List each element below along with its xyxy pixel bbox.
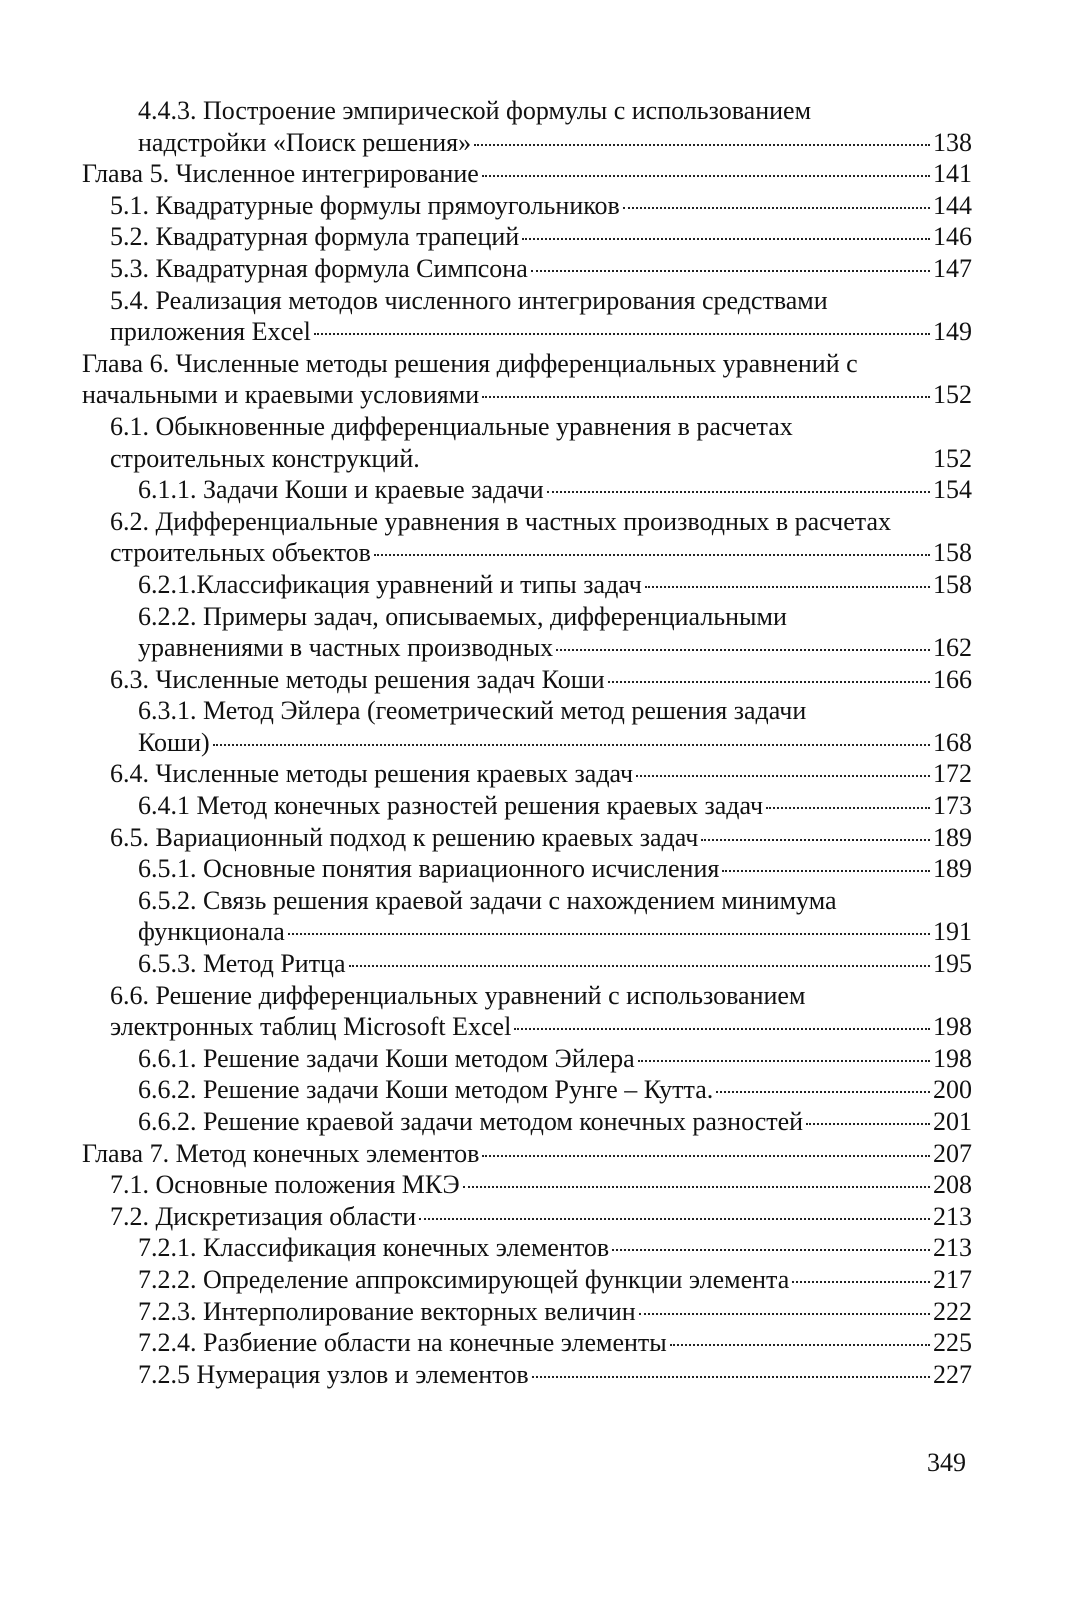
- toc-line: [82, 980, 972, 1012]
- toc-line: [82, 1043, 972, 1075]
- dot-leader: [638, 1060, 930, 1062]
- toc-entry-title: 7.2.1. Классификация конечных элементов: [138, 1233, 610, 1263]
- toc-entry: [138, 1296, 972, 1328]
- toc-entry-title: 6.5.1. Основные понятия вариационного исчисления: [138, 854, 720, 884]
- dot-leader: [556, 649, 930, 651]
- toc-entry: [110, 1201, 972, 1233]
- toc-entry-page: 141: [933, 159, 972, 189]
- toc-line: [82, 537, 972, 569]
- dot-leader: [792, 1281, 930, 1283]
- toc-entry-title: 6.6. Решение дифференциальных уравнений с использованием: [110, 980, 806, 1010]
- toc-line: [82, 506, 972, 538]
- toc-entry-page: 222: [933, 1296, 972, 1326]
- toc-entry-title: 7.2.4. Разбиение области на конечные элементы: [138, 1328, 667, 1358]
- toc-entry-title: Коши): [138, 727, 210, 757]
- toc-line: [82, 1264, 972, 1296]
- toc-entry-page: 213: [933, 1233, 972, 1263]
- dot-leader: [482, 175, 930, 177]
- toc-entry: [138, 948, 972, 980]
- dot-leader: [636, 775, 930, 777]
- toc-entry-page: 154: [933, 475, 972, 505]
- toc-entry: [82, 379, 972, 411]
- toc-entry: [138, 1359, 972, 1391]
- dot-leader: [547, 491, 930, 493]
- toc-line: [82, 95, 972, 127]
- toc-line: [82, 758, 972, 790]
- toc-entry-title: функционала: [138, 917, 285, 947]
- toc-line: [82, 253, 972, 285]
- dot-leader: [639, 1313, 930, 1315]
- toc-entry: [110, 190, 972, 222]
- toc-entry-title: 6.5. Вариационный подход к решению краевых задач: [110, 822, 699, 852]
- toc-line: [82, 443, 972, 475]
- toc-entry-page: 201: [933, 1107, 972, 1136]
- toc-line: [82, 601, 972, 633]
- toc-entry-title: 4.4.3. Построение эмпирической формулы с использованием: [138, 96, 812, 125]
- toc-entry-title: 6.5.3. Метод Ритца: [138, 949, 346, 979]
- toc-entry-title: Глава 5. Численное интегрирование: [82, 159, 479, 189]
- toc-line: [82, 1074, 972, 1106]
- toc-line: [82, 316, 972, 348]
- dot-leader: [670, 1344, 930, 1346]
- toc-entry: [110, 253, 972, 285]
- toc-entry-title: 6.6.2. Решение краевой задачи методом конечных разностей: [138, 1107, 804, 1136]
- toc-entry-title: начальными и краевыми условиями: [82, 380, 480, 410]
- toc-line: [82, 632, 972, 664]
- toc-entry: [138, 1074, 972, 1106]
- toc-entry-page: 152: [933, 443, 972, 473]
- toc-entry-page: 173: [933, 791, 972, 821]
- toc-entry: [138, 916, 972, 948]
- toc-entry: [138, 790, 972, 822]
- toc-entry-page: 208: [933, 1170, 972, 1200]
- toc-line: [82, 158, 972, 190]
- toc-line: [82, 1296, 972, 1328]
- dot-leader: [522, 238, 930, 240]
- toc-line: [82, 695, 972, 727]
- toc-entry-page: 189: [933, 822, 972, 852]
- toc-entry-title: 7.2. Дискретизация области: [110, 1201, 417, 1231]
- toc-line: [82, 285, 972, 317]
- toc-entry-title: надстройки «Поиск решения»: [138, 127, 472, 157]
- toc-line: [82, 1327, 972, 1359]
- dot-leader: [645, 586, 930, 588]
- toc-entry-page: 168: [933, 727, 972, 757]
- dot-leader: [722, 870, 930, 872]
- toc-entry-title: 6.1.1. Задачи Коши и краевые задачи: [138, 475, 544, 505]
- toc-entry-title: Глава 6. Численные методы решения дифференциальных уравнений с: [82, 348, 858, 378]
- toc-entry-page: 149: [933, 317, 972, 347]
- toc-entry: [110, 316, 972, 348]
- dot-leader: [623, 207, 930, 209]
- dot-leader: [474, 144, 930, 146]
- toc-line: [82, 948, 972, 980]
- toc-line: [82, 853, 972, 885]
- toc-line: [82, 1106, 972, 1138]
- toc-entry-title: 6.3.1. Метод Эйлера (геометрический метод решения задачи: [138, 696, 807, 726]
- toc-entry-page: 158: [933, 569, 972, 599]
- toc-line: [82, 190, 972, 222]
- toc-entry: [110, 1011, 972, 1043]
- toc-line: [82, 1138, 972, 1170]
- toc-entry-page: 213: [933, 1201, 972, 1231]
- toc-line: [82, 664, 972, 696]
- toc-entry-page: 144: [933, 190, 972, 220]
- toc-entry-page: 158: [933, 538, 972, 568]
- dot-leader: [716, 1091, 930, 1093]
- toc-entry: [138, 1106, 972, 1138]
- toc-entry-title: 6.2.1.Классификация уравнений и типы задач: [138, 569, 642, 599]
- toc-line: [82, 221, 972, 253]
- dot-leader: [608, 681, 930, 683]
- toc-entry-title: 7.2.5 Нумерация узлов и элементов: [138, 1359, 529, 1389]
- toc-entry: [110, 221, 972, 253]
- dot-leader: [482, 1155, 930, 1157]
- toc-entry-page: 189: [933, 854, 972, 884]
- toc-entry-page: 225: [933, 1328, 972, 1358]
- toc-entry-title: 5.4. Реализация методов численного интегрирования средствами: [110, 285, 828, 315]
- toc-line: [82, 1169, 972, 1201]
- toc-entry: [82, 158, 972, 190]
- dot-leader: [806, 1123, 930, 1125]
- toc-entry-title: 6.1. Обыкновенные дифференциальные уравнения в расчетах: [110, 411, 793, 441]
- dot-leader: [463, 1186, 930, 1188]
- toc-entry: [138, 853, 972, 885]
- toc-entry-page: 146: [933, 222, 972, 252]
- toc-entry-title: 6.5.2. Связь решения краевой задачи с нахождением минимума: [138, 885, 837, 915]
- dot-leader: [213, 744, 930, 746]
- dot-leader: [482, 396, 930, 398]
- toc-entry-title: электронных таблиц Microsoft Excel: [110, 1012, 512, 1042]
- toc-entry-title: 6.2.2. Примеры задач, описываемых, дифференциальными: [138, 601, 787, 631]
- toc-entry: [138, 1264, 972, 1296]
- toc-line: [82, 1359, 972, 1391]
- toc-entry: [110, 758, 972, 790]
- toc-entry: [138, 127, 972, 159]
- toc-entry-title: 6.2. Дифференциальные уравнения в частных производных в расчетах: [110, 506, 892, 536]
- dot-leader: [288, 933, 930, 935]
- toc-entry: [110, 537, 972, 569]
- toc-line: [82, 1201, 972, 1233]
- dot-leader: [766, 807, 930, 809]
- toc-line: [82, 790, 972, 822]
- toc-entry-page: 200: [933, 1075, 972, 1105]
- toc-entry: [138, 632, 972, 664]
- toc-entry-title: 6.6.1. Решение задачи Коши методом Эйлера: [138, 1043, 635, 1073]
- toc-entry-title: 6.3. Численные методы решения задач Коши: [110, 664, 605, 694]
- toc-entry-page: 172: [933, 759, 972, 789]
- toc-line: [82, 411, 972, 443]
- toc-entry-title: 6.4. Численные методы решения краевых задач: [110, 759, 634, 789]
- toc-entry-page: 191: [933, 917, 972, 947]
- toc-entry-title: 5.3. Квадратурная формула Симпсона: [110, 253, 528, 283]
- toc-entry: [110, 1169, 972, 1201]
- toc-entry-title: 6.4.1 Метод конечных разностей решения краевых задач: [138, 791, 764, 821]
- toc-entry-page: 195: [933, 949, 972, 979]
- dot-leader: [612, 1249, 930, 1251]
- toc-entry-title: 5.1. Квадратурные формулы прямоугольников: [110, 190, 620, 220]
- toc-entry: [138, 1043, 972, 1075]
- toc-entry-title: 7.1. Основные положения МКЭ: [110, 1170, 460, 1200]
- toc-line: [82, 348, 972, 380]
- toc-entry-title: 7.2.2. Определение аппроксимирующей функции элемента: [138, 1264, 790, 1294]
- dot-leader: [374, 554, 930, 556]
- dot-leader: [419, 1218, 930, 1220]
- toc-entry: [110, 822, 972, 854]
- toc-entry-title: 7.2.3. Интерполирование векторных величин: [138, 1296, 636, 1326]
- toc-entry: [138, 1232, 972, 1264]
- toc-entry-title: строительных конструкций.: [110, 443, 420, 473]
- toc-entry-title: строительных объектов: [110, 538, 371, 568]
- toc-entry-page: 152: [933, 380, 972, 410]
- dot-leader: [531, 270, 930, 272]
- toc-entry-page: 198: [933, 1043, 972, 1073]
- toc-line: [82, 885, 972, 917]
- dot-leader: [701, 839, 930, 841]
- toc-entry-page: 207: [933, 1138, 972, 1168]
- toc-entry-page: 198: [933, 1012, 972, 1042]
- toc-entry-title: уравнениями в частных производных: [138, 633, 554, 663]
- toc-entry: [138, 569, 972, 601]
- toc-line: [82, 379, 972, 411]
- toc-entry: [110, 443, 972, 475]
- toc-entry-title: 5.2. Квадратурная формула трапеций: [110, 222, 520, 252]
- toc-entry-page: 227: [933, 1359, 972, 1389]
- toc-line: [82, 727, 972, 759]
- toc-entry-page: 162: [933, 633, 972, 663]
- toc-entry: [138, 1327, 972, 1359]
- toc-entry-title: Глава 7. Метод конечных элементов: [82, 1138, 480, 1168]
- toc-entry: [138, 474, 972, 506]
- toc-entry: [138, 727, 972, 759]
- toc-line: [82, 127, 972, 159]
- toc-line: [82, 916, 972, 948]
- toc-line: [82, 822, 972, 854]
- dot-leader: [532, 1376, 930, 1378]
- table-of-contents: [82, 95, 972, 1390]
- toc-entry: [110, 664, 972, 696]
- toc-line: [82, 569, 972, 601]
- toc-line: [82, 1011, 972, 1043]
- dot-leader: [314, 333, 930, 335]
- toc-entry-title: приложения Excel: [110, 317, 311, 347]
- toc-entry-page: 166: [933, 664, 972, 694]
- toc-line: [82, 1232, 972, 1264]
- toc-line: [82, 474, 972, 506]
- dot-leader: [514, 1028, 930, 1030]
- toc-entry: [82, 1138, 972, 1170]
- toc-entry-page: 147: [933, 253, 972, 283]
- dot-leader: [349, 965, 930, 967]
- toc-entry-page: 217: [933, 1264, 972, 1294]
- toc-entry-page: 138: [933, 127, 972, 157]
- toc-entry-title: 6.6.2. Решение задачи Коши методом Рунге – Кутта.: [138, 1075, 714, 1105]
- page-number: 349: [927, 1448, 966, 1477]
